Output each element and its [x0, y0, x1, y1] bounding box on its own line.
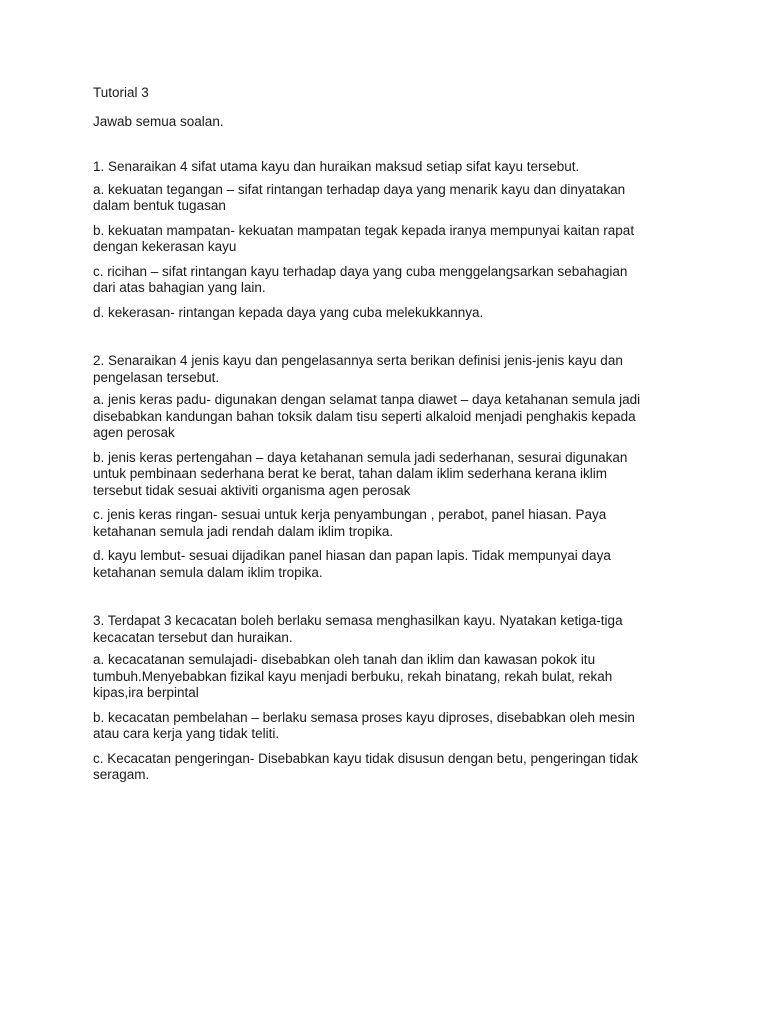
answer-1c: [93, 264, 693, 297]
answer-line: d. kayu lembut- sesuai dijadikan panel hiasan dan papan lapis. Tidak mempunyai daya: [93, 548, 611, 563]
document-body: [93, 85, 693, 792]
question-2: [93, 353, 693, 386]
answer-line: seragam.: [93, 767, 150, 782]
answer-line: dari atas bahagian yang lain.: [93, 280, 266, 295]
answer-line: disebabkan kandungan bahan toksik dalam tisu seperti alkaloid menjadi penghakis kepada: [93, 408, 636, 424]
question-section-1: [93, 159, 693, 321]
question-line: 2. Senaraikan 4 jenis kayu dan pengelasannya serta berikan definisi jenis-jenis kayu dan: [93, 353, 623, 368]
answer-1d: [93, 305, 693, 322]
answer-2d: [93, 548, 693, 581]
answer-1b: [93, 223, 693, 256]
answer-line: ketahanan semula dalam iklim tropika.: [93, 564, 323, 580]
answer-line: untuk pembinaan sederhana berat ke berat, tahan dalam iklim sederhana kerana iklim: [93, 466, 608, 481]
answer-line: tersebut tidak sesuai aktiviti organisma agen perosak: [93, 482, 411, 498]
answer-line: b. kekuatan mampatan- kekuatan mampatan tegak kepada iranya mempunyai kaitan rapat: [93, 222, 635, 238]
question-section-2: [93, 353, 693, 581]
question-1: 1. Senaraikan 4 sifat utama kayu dan huraikan maksud setiap sifat kayu tersebut.: [93, 159, 580, 174]
answer-3c: [93, 751, 693, 784]
answer-2a: [93, 392, 693, 442]
answer-line: ketahanan semula jadi rendah dalam iklim tropika.: [93, 523, 394, 539]
question-line: kecacatan tersebut dan huraikan.: [93, 629, 293, 645]
answer-line: c. ricihan – sifat rintangan kayu terhadap daya yang cuba menggelangsarkan sebahagian: [93, 263, 628, 279]
question-section-3: [93, 613, 693, 784]
answer-1a: [93, 182, 693, 215]
answer-line: tumbuh.Menyebabkan fizikal kayu menjadi berbuku, rekah binatang, rekah bulat, rekah: [93, 668, 613, 684]
answer-line: dengan kekerasan kayu: [93, 239, 237, 254]
answer-line: dalam bentuk tugasan: [93, 198, 226, 213]
document-title: Tutorial 3: [93, 85, 149, 100]
document-instruction: Jawab semua soalan.: [93, 113, 224, 129]
answer-line: c. Kecacatan pengeringan- Disebabkan kayu tidak disusun dengan betu, pengeringan tidak: [93, 750, 638, 766]
question-3: [93, 613, 693, 646]
question-line: 3. Terdapat 3 kecacatan boleh berlaku semasa menghasilkan kayu. Nyatakan ketiga-tiga: [93, 613, 623, 628]
answer-line: agen perosak: [93, 425, 175, 440]
answer-line: b. kecacatan pembelahan – berlaku semasa proses kayu diproses, disebabkan oleh mesin: [93, 709, 635, 725]
answer-2b: [93, 450, 693, 500]
answer-3b: [93, 710, 693, 743]
answer-line: a. kecacatanan semulajadi- disebabkan oleh tanah dan iklim dan kawasan pokok itu: [93, 652, 596, 667]
answer-2c: [93, 507, 693, 540]
answer-line: atau cara kerja yang tidak teliti.: [93, 726, 280, 741]
answer-line: a. kekuatan tegangan – sifat rintangan terhadap daya yang menarik kayu dan dinyatakan: [93, 181, 626, 197]
answer-line: c. jenis keras ringan- sesuai untuk kerja penyambungan , perabot, panel hiasan. Paya: [93, 507, 607, 522]
answer-line: kipas,ira berpintal: [93, 685, 199, 700]
answer-line: b. jenis keras pertengahan – daya ketahanan semula jadi sederhanan, sesurai digunakan: [93, 449, 628, 465]
answer-line: d. kekerasan- rintangan kepada daya yang cuba melekukkannya.: [93, 304, 484, 320]
answer-line: a. jenis keras padu- digunakan dengan selamat tanpa diawet – daya ketahanan semula jadi: [93, 392, 641, 407]
answer-3a: [93, 652, 693, 702]
question-line: pengelasan tersebut.: [93, 369, 220, 385]
